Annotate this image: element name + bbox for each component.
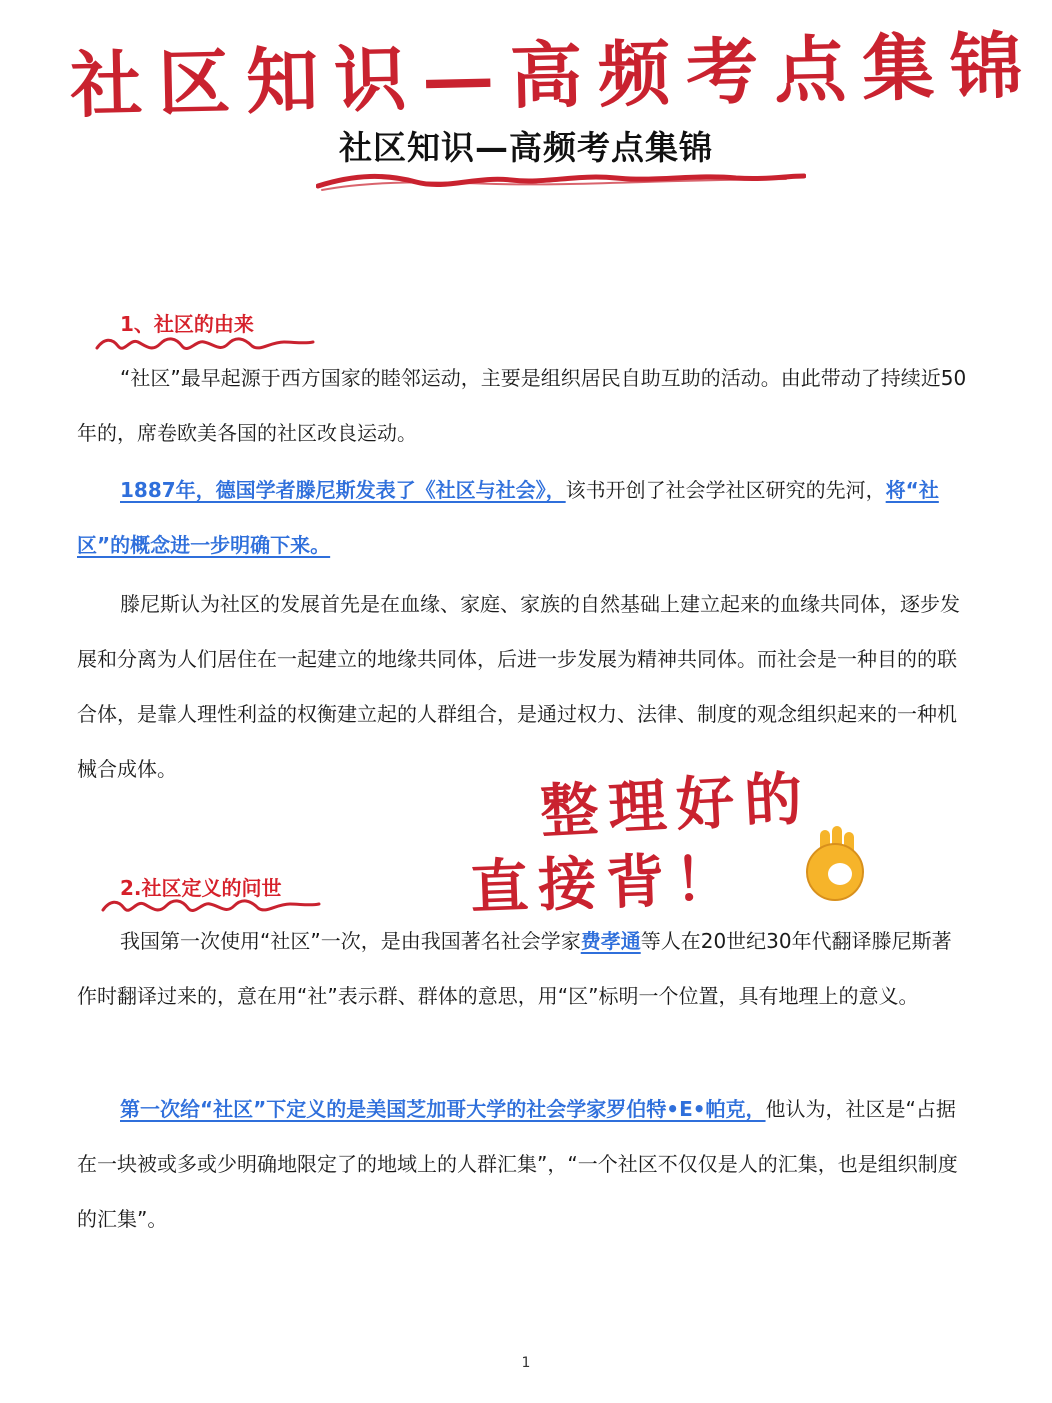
handwritten-note-line-1: 整理好的 — [538, 763, 814, 847]
section-1-heading: 1、社区的由来 — [120, 312, 254, 336]
section-1-paragraph-1-text: “社区”最早起源于西方国家的睦邻运动，主要是组织居民自助互助的活动。由此带动了持续近50年的，席卷欧美各国的社区改良运动。 — [77, 366, 967, 445]
handwritten-title: 社区知识—高频考点集锦 — [69, 22, 1039, 128]
concept-clarified-highlight: 将“社区”的概念进一步明确下来。 — [77, 478, 939, 557]
section-1-paragraph-2 — [77, 463, 967, 573]
handwritten-note-line-2: 直接背！ — [469, 844, 744, 922]
title-underline-squiggle — [316, 170, 806, 196]
section-1-paragraph-2-text: 该书开创了社会学社区研究的先河， — [565, 478, 886, 502]
section-2-paragraph-1-after: 等人在20世纪30年代翻译滕尼斯著作时翻译过来的，意在用“社”表示群、群体的意思，用“区”标明一个位置，具有地理上的意义。 — [77, 929, 952, 1008]
park-definition-highlight: 第一次给“社区”下定义的是美国芝加哥大学的社会学家罗伯特•E•帕克， — [120, 1097, 766, 1121]
page-title: 社区知识—高频考点集锦 — [339, 128, 713, 167]
section-2-paragraph-2-text: 他认为，社区是“占据在一块被或多或少明确地限定了的地域上的人群汇集”，“一个社区不仅仅是人的汇集，也是组织制度的汇集”。 — [77, 1097, 958, 1231]
page-number: 1 — [521, 1355, 531, 1371]
section-1-paragraph-3-text: 滕尼斯认为社区的发展首先是在血缘、家庭、家族的自然基础上建立起来的血缘共同体，逐步发展和分离为人们居住在一起建立的地缘共同体，后进一步发展为精神共同体。而社会是一种目的的联合体，是靠人理性利益的权衡建立起的人群组合，是通过权力、法律、制度的观念组织起来的一种机械合成体。 — [77, 592, 960, 781]
section-2-paragraph-1-before: 我国第一次使用“社区”一次，是由我国著名社会学家 — [120, 929, 581, 953]
section-2-paragraph-2 — [77, 1082, 967, 1247]
ok-hand-icon — [800, 824, 870, 904]
section-1-paragraph-1 — [77, 351, 967, 461]
section-2-paragraph-1 — [77, 914, 967, 1024]
fei-xiaotong-name: 费孝通 — [580, 929, 641, 953]
section-2-heading: 2.社区定义的问世 — [120, 876, 282, 900]
section-1-paragraph-3 — [77, 577, 967, 797]
teennies-book-highlight: 1887年，德国学者滕尼斯发表了《社区与社会》， — [120, 478, 566, 502]
